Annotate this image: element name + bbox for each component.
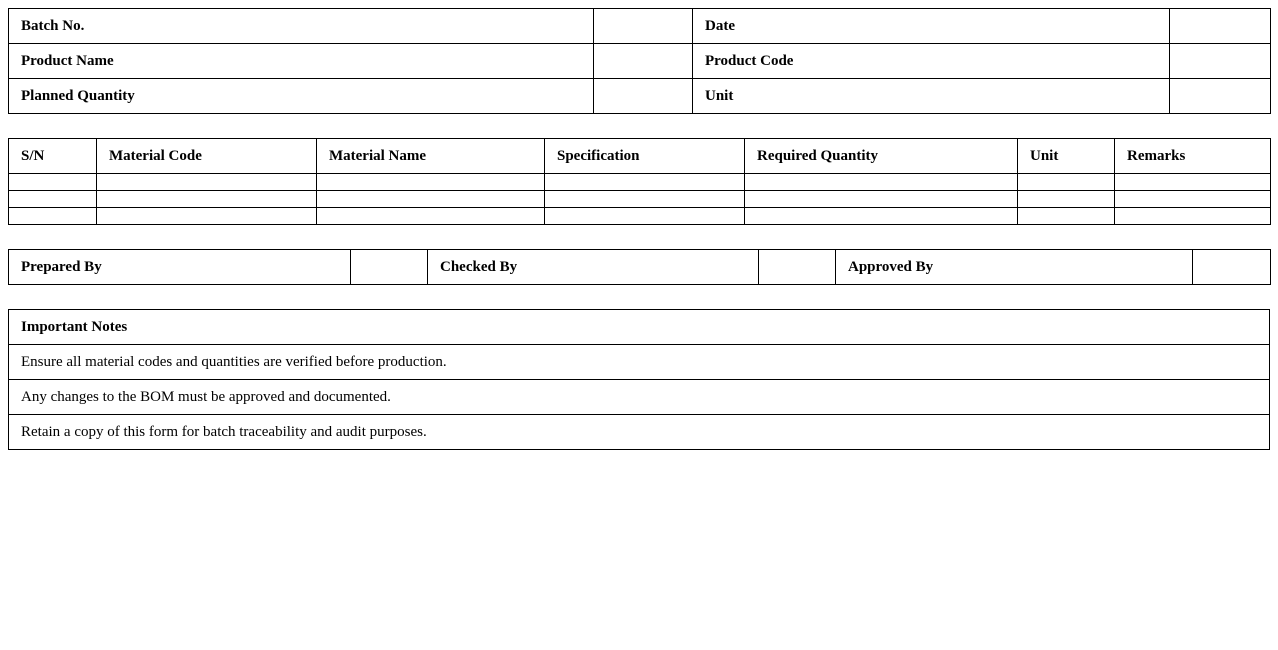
table-cell[interactable] [545, 191, 745, 208]
planned-quantity-field[interactable] [594, 79, 693, 114]
notes-table [8, 309, 1270, 450]
batch-info-row [9, 44, 1271, 79]
table-row [9, 208, 1271, 225]
batch-no-label: Batch No. [9, 9, 594, 44]
product-name-label: Product Name [9, 44, 594, 79]
table-cell[interactable] [1115, 191, 1271, 208]
prepared-by-field[interactable] [351, 250, 428, 285]
column-header-material-code: Material Code [97, 139, 317, 174]
table-cell[interactable] [9, 174, 97, 191]
column-header-remarks: Remarks [1115, 139, 1271, 174]
column-header-sn: S/N [9, 139, 97, 174]
column-header-specification: Specification [545, 139, 745, 174]
table-cell[interactable] [317, 174, 545, 191]
note-row [9, 415, 1270, 450]
note-item: Retain a copy of this form for batch traceability and audit purposes. [9, 415, 1270, 450]
table-cell[interactable] [1115, 174, 1271, 191]
materials-table [8, 138, 1271, 225]
table-cell[interactable] [1018, 191, 1115, 208]
note-row [9, 345, 1270, 380]
table-cell[interactable] [1018, 208, 1115, 225]
date-label: Date [693, 9, 1170, 44]
table-cell[interactable] [317, 208, 545, 225]
column-header-unit: Unit [1018, 139, 1115, 174]
notes-header-row [9, 310, 1270, 345]
note-item: Ensure all material codes and quantities are verified before production. [9, 345, 1270, 380]
materials-header-row [9, 139, 1271, 174]
table-cell[interactable] [745, 174, 1018, 191]
note-item: Any changes to the BOM must be approved and documented. [9, 380, 1270, 415]
table-cell[interactable] [545, 174, 745, 191]
table-cell[interactable] [97, 174, 317, 191]
column-header-material-name: Material Name [317, 139, 545, 174]
checked-by-field[interactable] [759, 250, 836, 285]
table-cell[interactable] [9, 208, 97, 225]
table-cell[interactable] [9, 191, 97, 208]
column-header-required-quantity: Required Quantity [745, 139, 1018, 174]
table-cell[interactable] [97, 191, 317, 208]
approved-by-field[interactable] [1193, 250, 1271, 285]
table-row [9, 191, 1271, 208]
table-cell[interactable] [745, 191, 1018, 208]
checked-by-label: Checked By [428, 250, 759, 285]
batch-info-row [9, 79, 1271, 114]
approved-by-label: Approved By [836, 250, 1193, 285]
table-cell[interactable] [1115, 208, 1271, 225]
table-cell[interactable] [745, 208, 1018, 225]
note-row [9, 380, 1270, 415]
batch-no-field[interactable] [594, 9, 693, 44]
table-cell[interactable] [97, 208, 317, 225]
date-field[interactable] [1170, 9, 1271, 44]
batch-info-row [9, 9, 1271, 44]
table-cell[interactable] [545, 208, 745, 225]
product-name-field[interactable] [594, 44, 693, 79]
table-row [9, 174, 1271, 191]
prepared-by-label: Prepared By [9, 250, 351, 285]
planned-quantity-label: Planned Quantity [9, 79, 594, 114]
product-code-label: Product Code [693, 44, 1170, 79]
table-cell[interactable] [1018, 174, 1115, 191]
batch-info-table [8, 8, 1271, 114]
signatures-row [9, 250, 1271, 285]
signatures-table [8, 249, 1271, 285]
product-code-field[interactable] [1170, 44, 1271, 79]
unit-field[interactable] [1170, 79, 1271, 114]
notes-title: Important Notes [9, 310, 1270, 345]
unit-label: Unit [693, 79, 1170, 114]
table-cell[interactable] [317, 191, 545, 208]
